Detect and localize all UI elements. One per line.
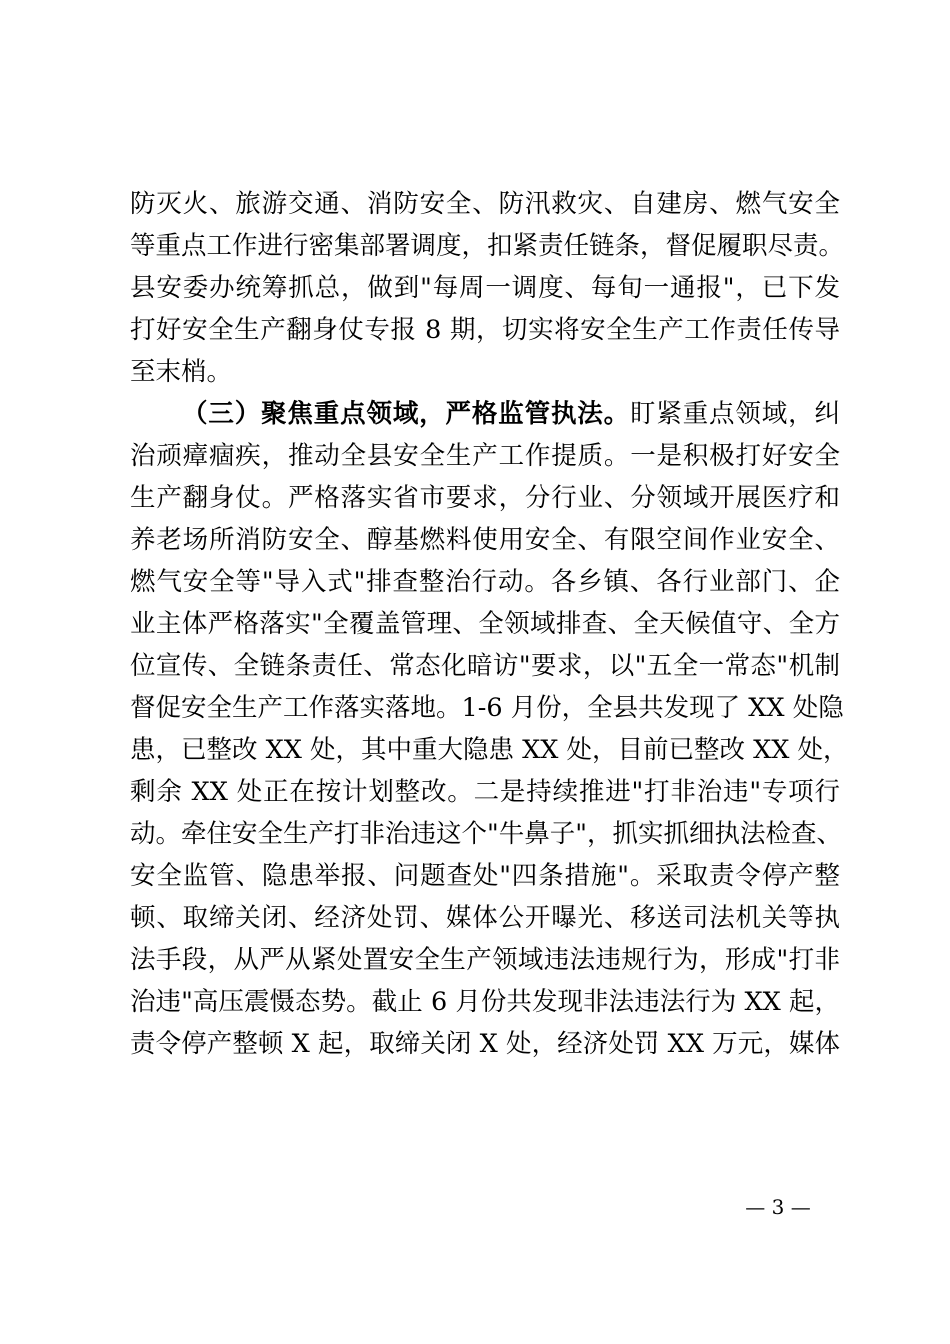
text-line: 安全监管、隐患举报、问题查处"四条措施"。采取责令停产整 <box>130 861 840 891</box>
first-line-rest: 盯紧重点领域，纠 <box>630 399 840 429</box>
text-line: 责令停产整顿 X 起，取缔关闭 X 处，经济处罚 XX 万元，媒体 <box>130 1029 840 1059</box>
body-text <box>130 183 849 1065</box>
text-line: 等重点工作进行密集部署调度，扣紧责任链条，督促履职尽责。 <box>130 231 845 261</box>
text-line: 动。牵住安全生产打非治违这个"牛鼻子"，抓实抓细执法检查、 <box>130 819 842 849</box>
text-line: 业主体严格落实"全覆盖管理、全领域排查、全天候值守、全方 <box>130 609 840 639</box>
text-line: 位宣传、全链条责任、常态化暗访"要求，以"五全一常态"机制 <box>130 651 840 681</box>
text-line: 养老场所消防安全、醇基燃料使用安全、有限空间作业安全、 <box>130 525 840 555</box>
text-line: 顿、取缔关闭、经济处罚、媒体公开曝光、移送司法机关等执 <box>130 903 840 933</box>
text-line: 患，已整改 XX 处，其中重大隐患 XX 处，目前已整改 XX 处， <box>130 735 849 765</box>
text-line: 治违"高压震慑态势。截止 6 月份共发现非法违法行为 XX 起， <box>130 987 840 1017</box>
paragraph-1 <box>130 183 845 393</box>
text-line: 至末梢。 <box>130 357 233 387</box>
text-line: 督促安全生产工作落实落地。1-6 月份，全县共发现了 XX 处隐 <box>130 693 844 723</box>
text-line: 打好安全生产翻身仗专报 8 期，切实将安全生产工作责任传导 <box>130 315 840 345</box>
page-number: — 3 — <box>745 1195 811 1219</box>
section-heading: （三）聚焦重点领域，严格监管执法。 <box>182 399 630 429</box>
paragraph-2 <box>130 393 849 1065</box>
paragraph-2-first-line <box>130 393 840 435</box>
text-line: 县安委办统筹抓总，做到"每周一调度、每旬一通报"，已下发 <box>130 273 840 303</box>
text-line: 剩余 XX 处正在按计划整改。二是持续推进"打非治违"专项行 <box>130 777 840 807</box>
text-line: 燃气安全等"导入式"排查整治行动。各乡镇、各行业部门、企 <box>130 567 840 597</box>
text-line: 防灭火、旅游交通、消防安全、防汛救灾、自建房、燃气安全 <box>130 189 840 219</box>
text-line: 法手段，从严从紧处置安全生产领域违法违规行为，形成"打非 <box>130 945 840 975</box>
text-line: 生产翻身仗。严格落实省市要求，分行业、分领域开展医疗和 <box>130 483 840 513</box>
text-line: 治顽瘴痼疾，推动全县安全生产工作提质。一是积极打好安全 <box>130 441 840 471</box>
